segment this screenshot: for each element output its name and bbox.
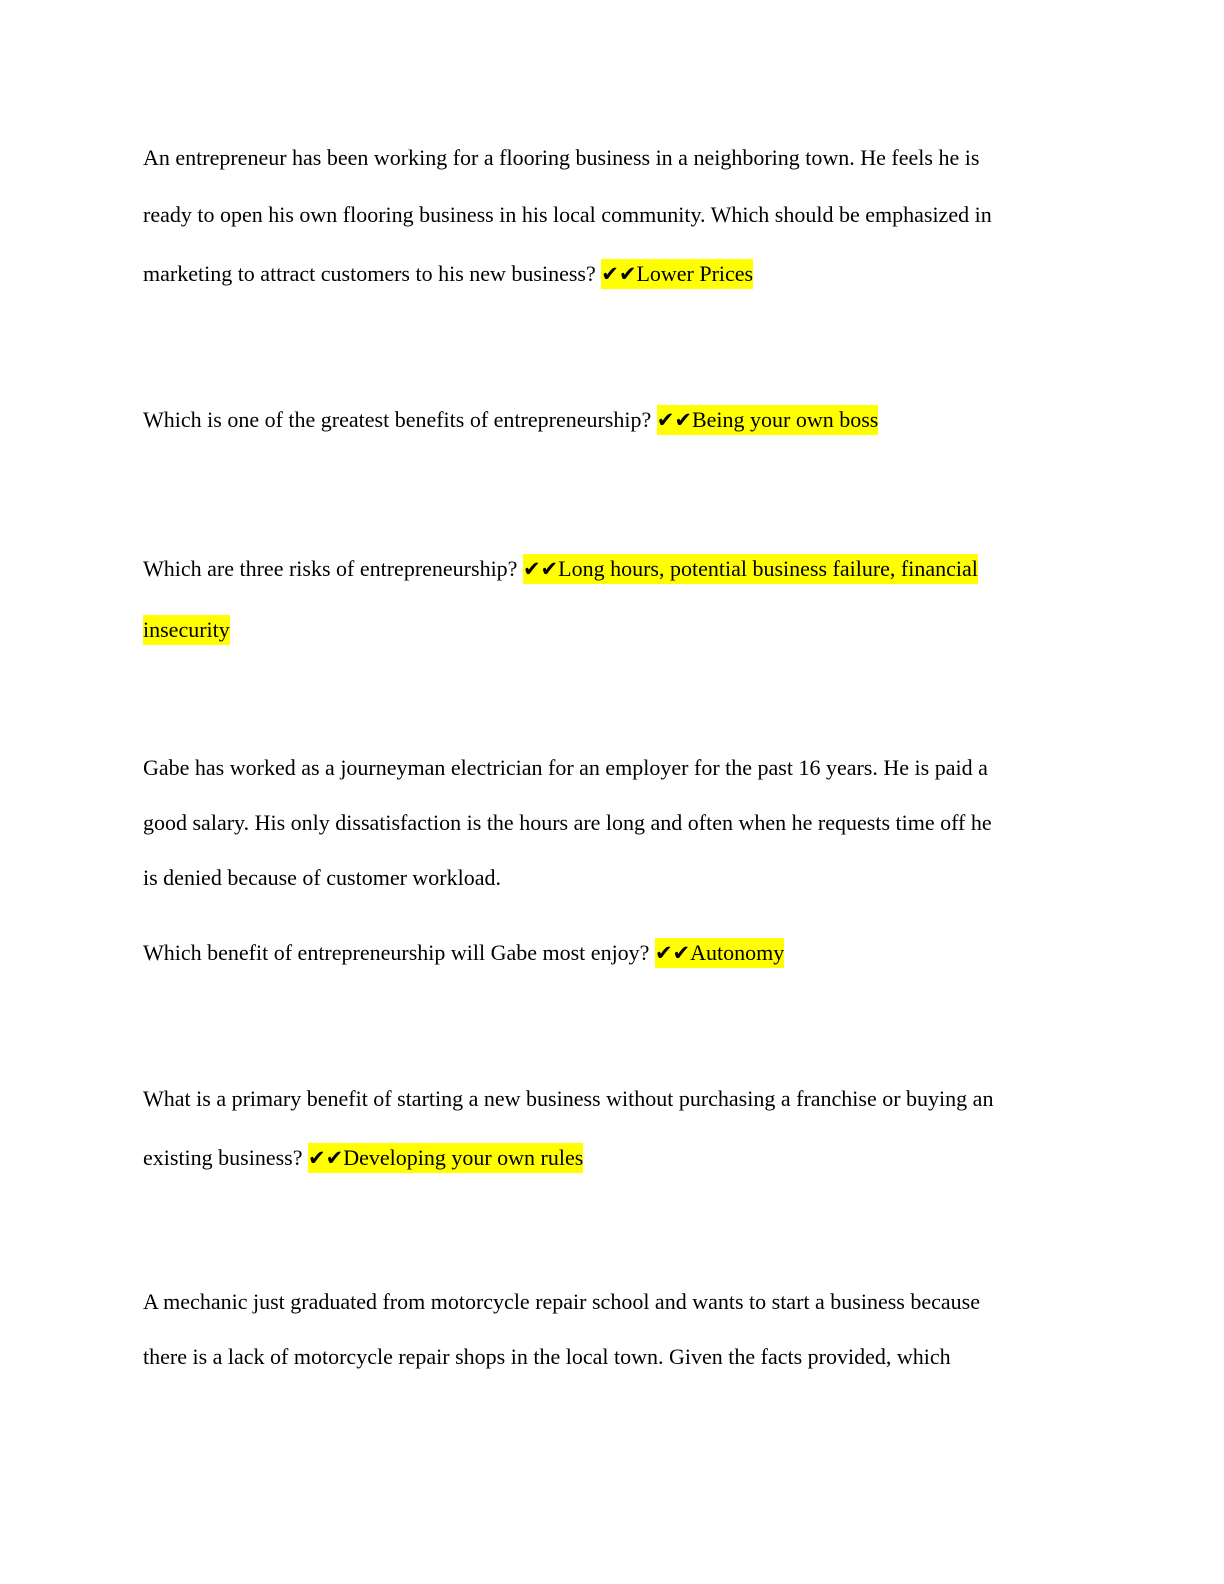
context-line: good salary. His only dissatisfaction is the hours are long and often when he requests time off he (143, 810, 992, 835)
answer-highlight (601, 259, 753, 289)
double-check-icon: ✔✔ (601, 262, 637, 286)
answer-text: Autonomy (690, 940, 785, 965)
answer-text: Being your own boss (691, 407, 879, 432)
answer-highlight (308, 1143, 583, 1173)
question-line: A mechanic just graduated from motorcycle repair school and wants to start a business because (143, 1289, 980, 1314)
question-mechanic (143, 1274, 1073, 1384)
double-check-icon: ✔✔ (654, 941, 691, 965)
answer-highlight (143, 615, 230, 645)
question-line (143, 540, 1073, 598)
question-greatest-benefit (143, 391, 1073, 449)
question-line (143, 601, 1073, 658)
context-line: Gabe has worked as a journeyman electrician for an employer for the past 16 years. He is paid a (143, 755, 988, 780)
question-line: ready to open his own flooring business in his local community. Which should be emphasized in (143, 202, 992, 227)
question-text: existing business? (143, 1145, 308, 1170)
question-three-risks (143, 540, 1073, 658)
answer-text: Developing your own rules (343, 1145, 584, 1170)
double-check-icon: ✔✔ (308, 1146, 344, 1170)
question-line (143, 391, 1073, 449)
answer-text: Lower Prices (636, 261, 754, 286)
answer-highlight (657, 405, 879, 435)
answer-highlight (523, 554, 978, 584)
answer-text: Long hours, potential business failure, financial (558, 556, 978, 581)
question-line (143, 245, 1073, 303)
context-line: is denied because of customer workload. (143, 865, 501, 890)
question-line (143, 1129, 1073, 1187)
question-line (143, 924, 1073, 982)
question-new-business (143, 1070, 1073, 1187)
answer-text: insecurity (143, 617, 230, 642)
question-line: there is a lack of motorcycle repair shops in the local town. Given the facts provided, which (143, 1344, 951, 1369)
question-flooring (143, 129, 1073, 303)
question-line: What is a primary benefit of starting a new business without purchasing a franchise or buying an (143, 1086, 994, 1111)
question-text: Which benefit of entrepreneurship will Gabe most enjoy? (143, 940, 655, 965)
answer-highlight (655, 938, 784, 968)
double-check-icon: ✔✔ (656, 408, 692, 432)
gabe-context (143, 740, 1073, 905)
double-check-icon: ✔✔ (522, 557, 559, 581)
question-line: An entrepreneur has been working for a flooring business in a neighboring town. He feels he is (143, 145, 980, 170)
question-text: Which is one of the greatest benefits of entrepreneurship? (143, 407, 657, 432)
question-gabe-benefit (143, 924, 1073, 982)
question-text: marketing to attract customers to his new business? (143, 261, 602, 286)
question-text: Which are three risks of entrepreneurship? (143, 556, 523, 581)
